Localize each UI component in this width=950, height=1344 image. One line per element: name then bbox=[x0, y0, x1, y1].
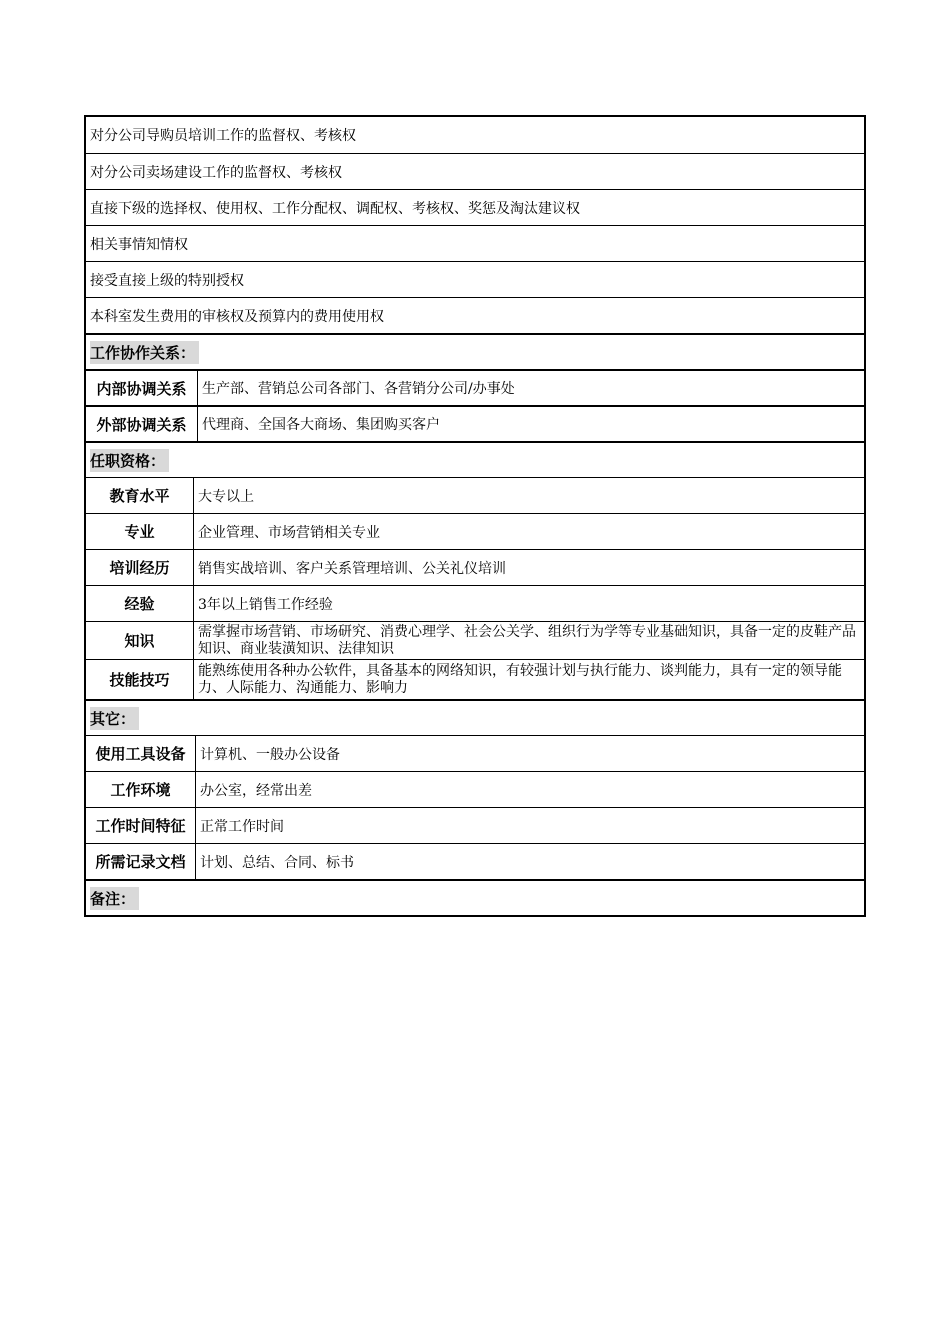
qualification-row bbox=[86, 477, 864, 513]
other-value: 计算机、一般办公设备 bbox=[200, 746, 340, 763]
section-title: 其它： bbox=[90, 707, 139, 730]
authority-item: 相关事情知情权 bbox=[90, 236, 188, 253]
qualification-row bbox=[86, 549, 864, 585]
other-label: 使用工具设备 bbox=[86, 736, 196, 771]
other-row bbox=[86, 843, 864, 879]
authority-item: 本科室发生费用的审核权及预算内的费用使用权 bbox=[90, 308, 384, 325]
section-title: 备注： bbox=[90, 887, 139, 910]
other-row bbox=[86, 771, 864, 807]
qualification-value: 3年以上销售工作经验 bbox=[198, 596, 333, 613]
authority-row bbox=[86, 261, 864, 297]
qualification-label: 知识 bbox=[86, 622, 194, 659]
qualification-value: 企业管理、市场营销相关专业 bbox=[198, 524, 380, 541]
other-value: 计划、总结、合同、标书 bbox=[200, 854, 354, 871]
other-section-header bbox=[86, 699, 864, 735]
internal-coordination-row bbox=[86, 369, 864, 405]
authority-row bbox=[86, 153, 864, 189]
authority-row bbox=[86, 225, 864, 261]
external-coordination-row bbox=[86, 405, 864, 441]
authority-row bbox=[86, 297, 864, 333]
remarks-section-header bbox=[86, 879, 864, 915]
qualification-row bbox=[86, 513, 864, 549]
other-label: 所需记录文档 bbox=[86, 844, 196, 879]
qualification-label: 教育水平 bbox=[86, 478, 194, 513]
other-label: 工作环境 bbox=[86, 772, 196, 807]
qualification-row bbox=[86, 585, 864, 621]
authority-row bbox=[86, 189, 864, 225]
cooperation-section-header bbox=[86, 333, 864, 369]
qualification-label: 专业 bbox=[86, 514, 194, 549]
authority-row bbox=[86, 117, 864, 153]
authority-item: 对分公司卖场建设工作的监督权、考核权 bbox=[90, 164, 342, 181]
qualification-label: 技能技巧 bbox=[86, 660, 194, 699]
qualification-label: 培训经历 bbox=[86, 550, 194, 585]
qualification-value: 大专以上 bbox=[198, 488, 254, 505]
section-title: 任职资格： bbox=[90, 449, 169, 472]
internal-coordination-value: 生产部、营销总公司各部门、各营销分公司/办事处 bbox=[202, 381, 515, 397]
authority-item: 接受直接上级的特别授权 bbox=[90, 272, 244, 289]
other-row bbox=[86, 735, 864, 771]
external-coordination-value: 代理商、全国各大商场、集团购买客户 bbox=[202, 417, 440, 433]
qualification-value: 能熟练使用各种办公软件，具备基本的网络知识，有较强计划与执行能力、谈判能力，具有一定的领导能力、人际能力、沟通能力、影响力 bbox=[198, 662, 842, 696]
internal-coordination-label: 内部协调关系 bbox=[86, 371, 198, 405]
other-value: 办公室，经常出差 bbox=[200, 782, 312, 799]
qualification-row bbox=[86, 621, 864, 659]
other-row bbox=[86, 807, 864, 843]
authority-item: 对分公司导购员培训工作的监督权、考核权 bbox=[90, 128, 356, 144]
other-value: 正常工作时间 bbox=[200, 818, 284, 835]
qualification-label: 经验 bbox=[86, 586, 194, 621]
other-label: 工作时间特征 bbox=[86, 808, 196, 843]
section-title: 工作协作关系： bbox=[90, 341, 199, 364]
qualification-value: 销售实战培训、客户关系管理培训、公关礼仪培训 bbox=[198, 560, 506, 577]
authority-item: 直接下级的选择权、使用权、工作分配权、调配权、考核权、奖惩及淘汰建议权 bbox=[90, 200, 580, 217]
qualification-value: 需掌握市场营销、市场研究、消费心理学、社会公关学、组织行为学等专业基础知识，具备一定的皮鞋产品知识、商业装潢知识、法律知识 bbox=[198, 623, 856, 657]
qualification-row bbox=[86, 659, 864, 699]
qualification-section-header bbox=[86, 441, 864, 477]
job-description-table bbox=[84, 115, 866, 917]
external-coordination-label: 外部协调关系 bbox=[86, 407, 198, 441]
